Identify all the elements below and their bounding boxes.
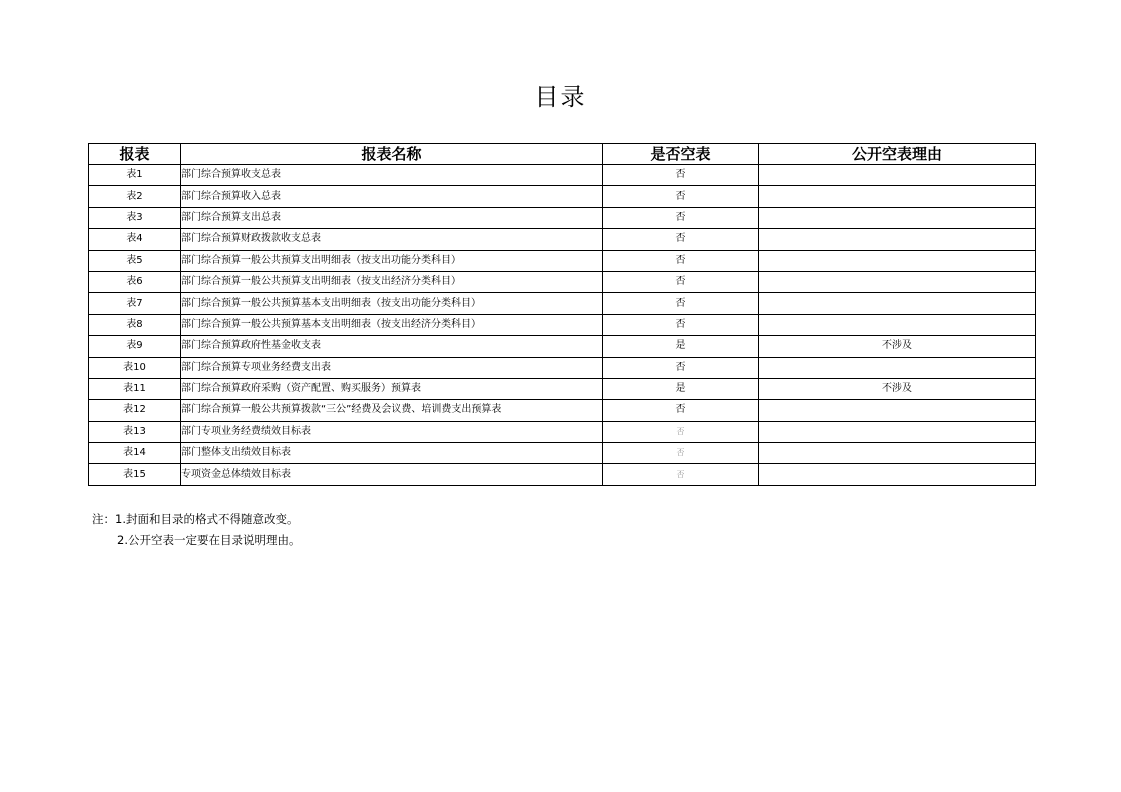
is-empty: 否 (603, 443, 759, 464)
is-empty: 是 (603, 336, 759, 357)
report-name: 部门整体支出绩效目标表 (181, 443, 603, 464)
empty-reason (759, 186, 1036, 207)
report-no: 表13 (89, 421, 181, 442)
report-no: 表15 (89, 464, 181, 485)
empty-reason (759, 165, 1036, 186)
report-no: 表3 (89, 207, 181, 228)
report-no: 表14 (89, 443, 181, 464)
header-empty-reason: 公开空表理由 (759, 144, 1036, 165)
empty-reason (759, 400, 1036, 421)
header-report-name: 报表名称 (181, 144, 603, 165)
report-name: 部门综合预算一般公共预算支出明细表（按支出功能分类科目） (181, 250, 603, 271)
report-name: 部门综合预算支出总表 (181, 207, 603, 228)
is-empty: 否 (603, 165, 759, 186)
report-no: 表10 (89, 357, 181, 378)
notes (92, 509, 300, 551)
report-name: 部门综合预算财政拨款收支总表 (181, 229, 603, 250)
table-row (89, 186, 1036, 207)
is-empty: 是 (603, 378, 759, 399)
empty-reason (759, 421, 1036, 442)
is-empty: 否 (603, 357, 759, 378)
report-name: 部门专项业务经费绩效目标表 (181, 421, 603, 442)
table-row (89, 165, 1036, 186)
is-empty: 否 (603, 229, 759, 250)
table-row (89, 443, 1036, 464)
empty-reason (759, 443, 1036, 464)
table-row (89, 421, 1036, 442)
report-name: 部门综合预算政府性基金收支表 (181, 336, 603, 357)
note-2: 2.公开空表一定要在目录说明理由。 (117, 533, 301, 547)
table-row (89, 207, 1036, 228)
empty-reason: 不涉及 (759, 378, 1036, 399)
empty-reason (759, 464, 1036, 485)
empty-reason (759, 357, 1036, 378)
table-header-row (89, 144, 1036, 165)
report-no: 表12 (89, 400, 181, 421)
report-no: 表9 (89, 336, 181, 357)
report-name: 部门综合预算一般公共预算拨款“三公”经费及会议费、培训费支出预算表 (181, 400, 603, 421)
page-title: 目录 (534, 83, 587, 111)
table-row (89, 293, 1036, 314)
report-name: 部门综合预算一般公共预算基本支出明细表（按支出功能分类科目） (181, 293, 603, 314)
report-no: 表8 (89, 314, 181, 335)
empty-reason (759, 271, 1036, 292)
toc-table (88, 143, 1036, 486)
empty-reason: 不涉及 (759, 336, 1036, 357)
is-empty: 否 (603, 207, 759, 228)
table-row (89, 229, 1036, 250)
note-1: 注：1.封面和目录的格式不得随意改变。 (92, 512, 299, 526)
report-name: 部门综合预算一般公共预算基本支出明细表（按支出经济分类科目） (181, 314, 603, 335)
empty-reason (759, 314, 1036, 335)
is-empty: 否 (603, 400, 759, 421)
table-row (89, 314, 1036, 335)
report-no: 表11 (89, 378, 181, 399)
table-row (89, 336, 1036, 357)
empty-reason (759, 250, 1036, 271)
report-name: 专项资金总体绩效目标表 (181, 464, 603, 485)
empty-reason (759, 293, 1036, 314)
empty-reason (759, 229, 1036, 250)
report-no: 表1 (89, 165, 181, 186)
is-empty: 否 (603, 314, 759, 335)
is-empty: 否 (603, 293, 759, 314)
report-no: 表4 (89, 229, 181, 250)
is-empty: 否 (603, 271, 759, 292)
table-row (89, 357, 1036, 378)
is-empty: 否 (603, 250, 759, 271)
report-name: 部门综合预算一般公共预算支出明细表（按支出经济分类科目） (181, 271, 603, 292)
report-name: 部门综合预算收支总表 (181, 165, 603, 186)
report-no: 表6 (89, 271, 181, 292)
is-empty: 否 (603, 464, 759, 485)
is-empty: 否 (603, 421, 759, 442)
report-no: 表7 (89, 293, 181, 314)
report-no: 表5 (89, 250, 181, 271)
header-is-empty: 是否空表 (603, 144, 759, 165)
table-row (89, 250, 1036, 271)
table-row (89, 400, 1036, 421)
report-name: 部门综合预算政府采购（资产配置、购买服务）预算表 (181, 378, 603, 399)
report-name: 部门综合预算收入总表 (181, 186, 603, 207)
header-report-no: 报表 (89, 144, 181, 165)
table-row (89, 378, 1036, 399)
empty-reason (759, 207, 1036, 228)
report-name: 部门综合预算专项业务经费支出表 (181, 357, 603, 378)
report-no: 表2 (89, 186, 181, 207)
table-row (89, 271, 1036, 292)
is-empty: 否 (603, 186, 759, 207)
table-row (89, 464, 1036, 485)
